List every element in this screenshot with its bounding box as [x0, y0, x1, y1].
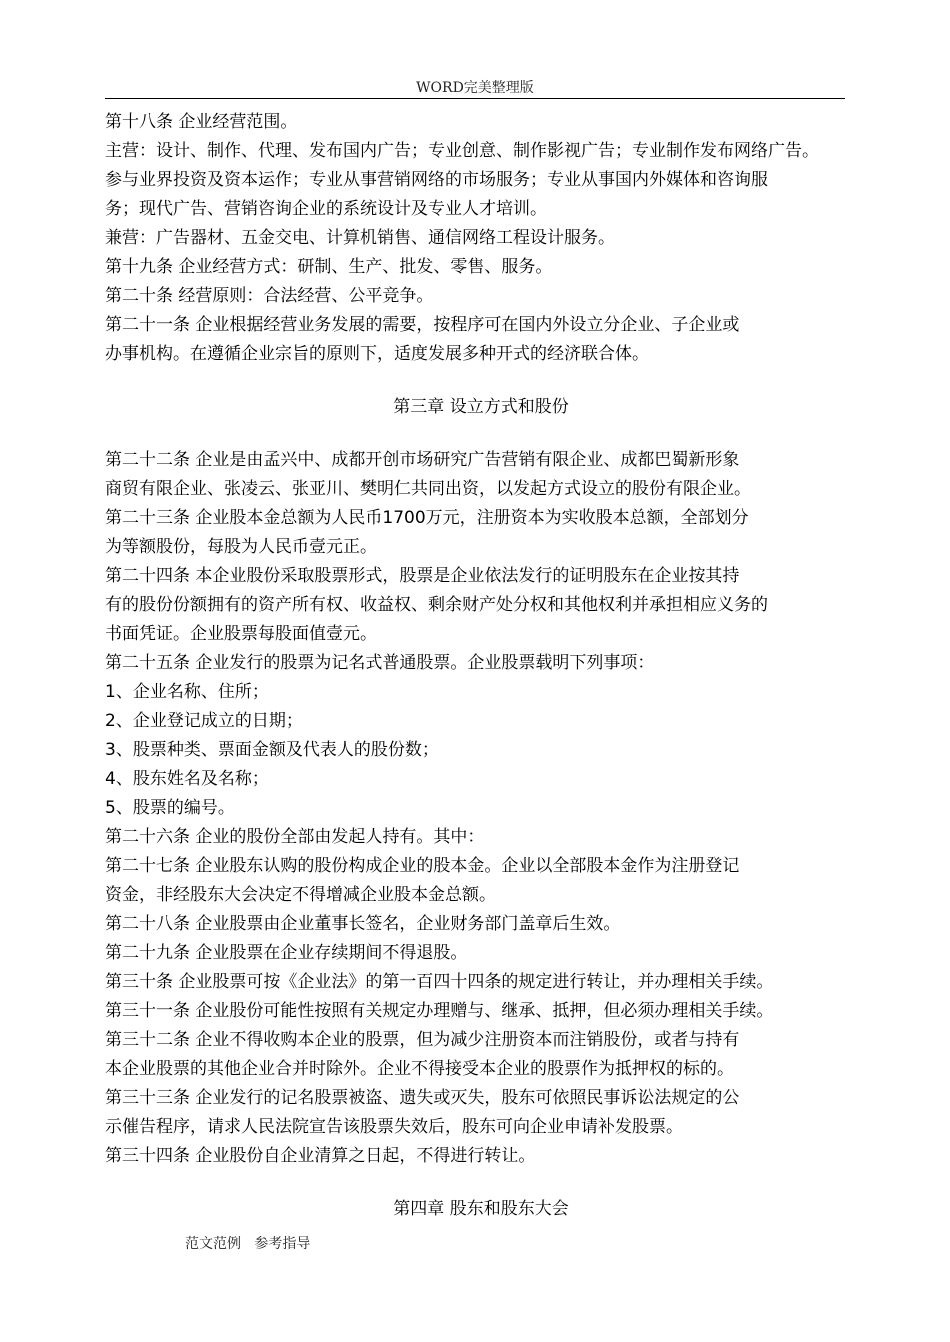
text-line: 第二十五条 企业发行的股票为记名式普通股票。企业股票载明下列事项： [105, 653, 655, 673]
list-item: 3、股票种类、票面金额及代表人的股份数； [105, 740, 439, 760]
text-line: 第三十一条 企业股份可能性按照有关规定办理赠与、继承、抵押，但必须办理相关手续。 [105, 1001, 774, 1021]
document-body [105, 108, 857, 1224]
text-line: 第二十条 经营原则：合法经营、公平竞争。 [105, 286, 434, 306]
list-item: 4、股东姓名及名称； [105, 769, 269, 789]
text-line: 示催告程序，请求人民法院宣告该股票失效后，股东可向企业申请补发股票。 [105, 1117, 683, 1137]
text-line: 参与业界投资及资本运作；专业从事营销网络的市场服务；专业从事国内外媒体和咨询服 [105, 170, 768, 190]
text-line: 第十八条 企业经营范围。 [105, 112, 298, 132]
text-line: 第二十四条 本企业股份采取股票形式，股票是企业依法发行的证明股东在企业按其持 [105, 566, 740, 586]
text-line: 办事机构。在遵循企业宗旨的原则下，适度发展多种开式的经济联合体。 [105, 344, 649, 364]
text-line: 务；现代广告、营销咨询企业的系统设计及专业人才培训。 [105, 199, 547, 219]
text-line: 第三十二条 企业不得收购本企业的股票，但为减少注册资本而注销股份，或者与持有 [105, 1030, 740, 1050]
header-divider [105, 98, 845, 99]
spacer [105, 1171, 857, 1195]
text-line: 第二十三条 企业股本金总额为人民币1700万元，注册资本为实收股本总额，全部划分 [105, 508, 749, 528]
chapter-heading-4: 第四章 股东和股东大会 [393, 1199, 569, 1219]
section-articles-22-34 [105, 446, 857, 1171]
text-line: 第二十一条 企业根据经营业务发展的需要，按程序可在国内外设立分企业、子企业或 [105, 315, 740, 335]
text-line: 第二十六条 企业的股份全部由发起人持有。其中： [105, 827, 485, 847]
text-line: 资金，非经股东大会决定不得增减企业股本金总额。 [105, 885, 496, 905]
spacer [105, 422, 857, 446]
text-line: 第二十九条 企业股票在企业存续期间不得退股。 [105, 943, 468, 963]
text-line: 第二十二条 企业是由孟兴中、成都开创市场研究广告营销有限企业、成都巴蜀新形象 [105, 450, 740, 470]
text-line: 有的股份份额拥有的资产所有权、收益权、剩余财产处分权和其他权利并承担相应义务的 [105, 595, 768, 615]
list-item: 2、企业登记成立的日期； [105, 711, 303, 731]
list-item: 5、股票的编号。 [105, 798, 235, 818]
text-line: 本企业股票的其他企业合并时除外。企业不得接受本企业的股票作为抵押权的标的。 [105, 1059, 734, 1079]
spacer [105, 369, 857, 393]
page-footer: 范文范例 参考指导 [185, 1236, 311, 1252]
list-item: 1、企业名称、住所； [105, 682, 269, 702]
text-line: 第十九条 企业经营方式：研制、生产、批发、零售、服务。 [105, 257, 553, 277]
text-line: 第三十三条 企业发行的记名股票被盗、遗失或灭失，股东可依照民事诉讼法规定的公 [105, 1088, 740, 1108]
text-line: 第三十条 企业股票可按《企业法》的第一百四十四条的规定进行转让，并办理相关手续。 [105, 972, 774, 992]
text-line: 第二十八条 企业股票由企业董事长签名，企业财务部门盖章后生效。 [105, 914, 621, 934]
text-line: 商贸有限企业、张凌云、张亚川、樊明仁共同出资，以发起方式设立的股份有限企业。 [105, 479, 751, 499]
section-articles-18-21 [105, 108, 857, 369]
text-line: 书面凭证。企业股票每股面值壹元。 [105, 624, 377, 644]
text-line: 为等额股份，每股为人民币壹元正。 [105, 537, 377, 557]
text-line: 兼营：广告器材、五金交电、计算机销售、通信网络工程设计服务。 [105, 228, 615, 248]
chapter-heading-3: 第三章 设立方式和股份 [393, 397, 569, 417]
text-line: 第三十四条 企业股份自企业清算之日起，不得进行转让。 [105, 1146, 536, 1166]
text-line: 主营：设计、制作、代理、发布国内广告；专业创意、制作影视广告；专业制作发布网络广告。 [105, 141, 819, 161]
page-header: WORD完美整理版 [416, 80, 534, 96]
text-line: 第二十七条 企业股东认购的股份构成企业的股本金。企业以全部股本金作为注册登记 [105, 856, 740, 876]
